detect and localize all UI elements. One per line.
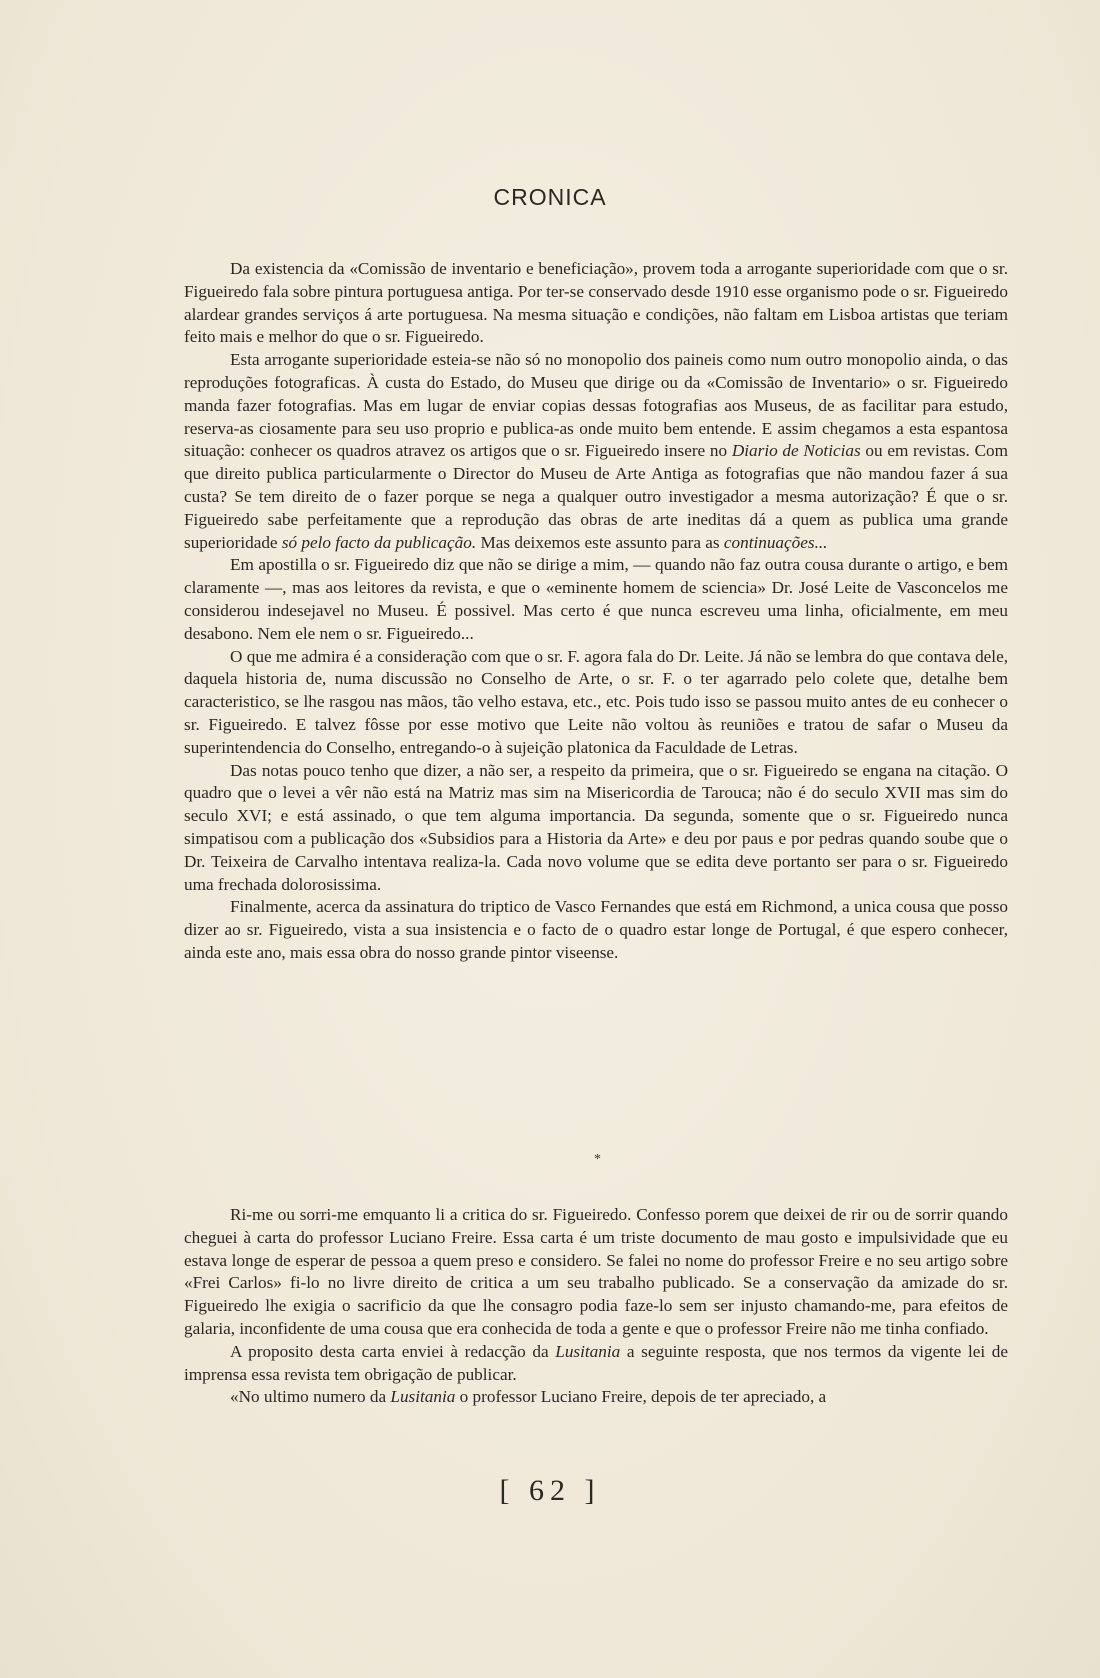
paragraph: A proposito desta carta enviei à redacção da Lusitania a seguinte resposta, que nos termos da vigente lei de imprensa essa revista tem obrigação de publicar. [184, 1341, 1008, 1384]
paragraph: «No ultimo numero da Lusitania o professor Luciano Freire, depois de ter apreciado, a [230, 1387, 827, 1407]
paragraph: Finalmente, acerca da assinatura do triptico de Vasco Fernandes que está em Richmond, a unica cousa que posso dizer ao sr. Figueiredo, vista a sua insistencia e o facto de o quadro estar longe de Portugal, é que espero conhecer, ainda este ano, mais essa obra do nosso grande pintor viseense. [184, 897, 1008, 962]
paragraph: Ri-me ou sorri-me emquanto li a critica do sr. Figueiredo. Confesso porem que deixei de rir ou de sorrir quando cheguei à carta do professor Luciano Freire. Essa carta é um triste documento de mau gosto e impulsividade que eu estava longe de esperar de pessoa a quem preso e considero. Se falei no nome do professor Freire e no seu artigo sobre «Frei Carlos» fi-lo no livre direito de critica a um seu trabalho publicado. Se a conservação da amizade do sr. Figueiredo lhe exigia o sacrificio da que lhe consagro podia faze-lo sem ser injusto chamando-me, para efeitos de galaria, inconfidente de uma cousa que era conhecida de toda a gente e que o professor Freire não me tinha confiado. [184, 1205, 1008, 1338]
page-number: [ 62 ] [499, 1474, 601, 1507]
paragraph: Das notas pouco tenho que dizer, a não ser, a respeito da primeira, que o sr. Figueiredo se engana na citação. O quadro que o levei a vêr não está na Matriz mas sim na Misericordia de Tarouca; não é do seculo XVII mas sim do seculo XVI; e está assinado, o que tem alguma importancia. Da segunda, somente que o sr. Figueiredo nunca simpatisou com a publicação dos «Subsidios para a Historia da Arte» e deu por paus e por pedras quando soube que o Dr. Teixeira de Carvalho intentava realiza-la. Cada novo volume que se edita deve portanto ser para o sr. Figueiredo uma frechada dolorosissima. [184, 760, 1008, 894]
paragraph: Da existencia da «Comissão de inventario e beneficiação», provem toda a arrogante superioridade com que o sr. Figueiredo fala sobre pintura portuguesa antiga. Por ter-se conservado desde 1910 esse organismo pode o sr. Figueiredo alardear grandes serviços á arte portuguesa. Na mesma situação e condições, não faltam em Lisboa artistas que teriam feito mais e melhor do que o sr. Figueiredo. [184, 259, 1008, 347]
section-separator: * [594, 1152, 601, 1167]
page-title: CRONICA [493, 184, 607, 210]
paragraph: O que me admira é a consideração com que o sr. F. agora fala do Dr. Leite. Já não se lembra do que contava dele, daquela historia de, numa discussão no Conselho de Arte, o sr. F. o ter agarrado pelo colete que, detalhe bem caracteristico, se lhe rasgou nas mãos, tão velho estava, etc., etc. Pois tudo isso se passou muito antes de eu conhecer o sr. Figueiredo. E talvez fôsse por esse motivo que Leite não voltou às reuniões e tratou de safar o Museu da superintendencia do Conselho, entregando-o à sujeição platonica da Faculdade de Letras. [184, 646, 1008, 757]
section-2-text [184, 1204, 1008, 1409]
section-1-text [184, 258, 1008, 965]
paragraph: Em apostilla o sr. Figueiredo diz que não se dirige a mim, — quando não faz outra cousa durante o artigo, e bem claramente —, mas aos leitores da revista, e que o «eminente homem de sciencia» Dr. José Leite de Vasconcelos me considerou indesejavel no Museu. É possivel. Mas certo é que nunca escreveu uma linha, oficialmente, em meu desabono. Nem ele nem o sr. Figueiredo... [184, 555, 1008, 643]
paragraph: Esta arrogante superioridade esteia-se não só no monopolio dos paineis como num outro monopolio ainda, o das reproduções fotograficas. À custa do Estado, do Museu que dirige ou da «Comissão de Inventario» o sr. Figueiredo manda fazer fotografias. Mas em lugar de enviar copias dessas fotografias aos Museus, de as facilitar para estudo, reserva-as ciosamente para seu uso proprio e publica-as onde muito bem entende. E assim chegamos a esta espantosa situação: conhecer os quadros atravez os artigos que o sr. Figueiredo insere no Diario de Noticias ou em revistas. Com que direito publica particularmente o Director do Museu de Arte Antiga as fotografias que não mandou fazer á sua custa? Se tem direito de o fazer porque se nega a qualquer outro investigador a mesma autorização? É que o sr. Figueiredo sabe perfeitamente que a reprodução das obras de arte ineditas dá a quem as publica uma grande superioridade só pelo facto da publicação. Mas deixemos este assunto para as continuações... [184, 350, 1009, 552]
